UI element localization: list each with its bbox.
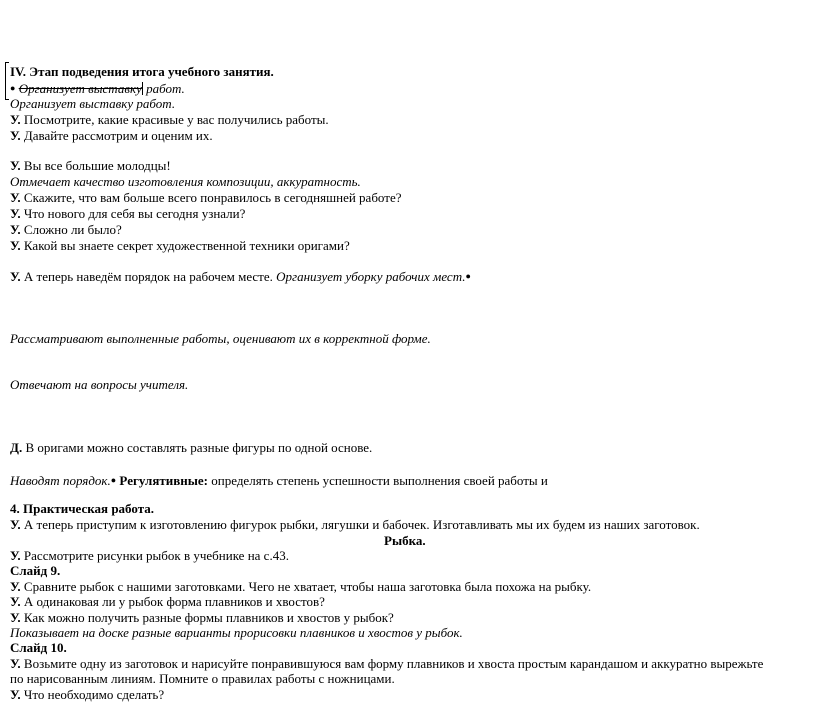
speaker-label: У. bbox=[10, 190, 21, 205]
teacher-line bbox=[10, 268, 471, 285]
speaker-label: У. bbox=[10, 687, 21, 702]
regulative-label: Регулятивные: bbox=[116, 473, 209, 488]
speech-text: Давайте рассмотрим и оценим их. bbox=[20, 128, 213, 143]
selection-bracket bbox=[5, 62, 9, 100]
slide-label: Слайд 9. bbox=[10, 563, 61, 578]
speech-text: Сложно ли было? bbox=[20, 222, 122, 237]
speech-text: А теперь наведём порядок на рабочем месте. bbox=[20, 269, 277, 284]
teacher-line bbox=[10, 190, 401, 206]
teacher-line bbox=[10, 687, 164, 703]
speaker-label: У. bbox=[10, 517, 21, 532]
teacher-line bbox=[10, 579, 591, 595]
speech-text: Посмотрите, какие красивые у вас получились работы. bbox=[20, 112, 329, 127]
action-line: Показывает на доске разные варианты прорисовки плавников и хвостов у рыбок. bbox=[10, 625, 463, 640]
speech-text: Что необходимо сделать? bbox=[20, 687, 165, 702]
struck-line bbox=[10, 80, 185, 97]
teacher-line bbox=[10, 128, 213, 144]
speech-text: Вы все большие молодцы! bbox=[20, 158, 171, 173]
bullet-icon: ● bbox=[465, 271, 471, 281]
speaker-label: У. bbox=[10, 128, 21, 143]
teacher-line bbox=[10, 610, 394, 626]
speech-text: Рассмотрите рисунки рыбок в учебнике на с.43. bbox=[20, 548, 289, 563]
speaker-label: У. bbox=[10, 238, 21, 253]
speech-text: А одинаковая ли у рыбок форма плавников и хвостов? bbox=[20, 594, 325, 609]
speaker-label: У. bbox=[10, 656, 21, 671]
speech-text: Какой вы знаете секрет художественной техники оригами? bbox=[20, 238, 350, 253]
speaker-label: У. bbox=[10, 269, 21, 284]
speaker-label: У. bbox=[10, 158, 21, 173]
speech-text: А теперь приступим к изготовлению фигурок рыбки, лягушки и бабочек. Изготавливать мы их будем из наших заготовок. bbox=[20, 517, 700, 532]
speech-text: Скажите, что вам больше всего понравилось в сегодняшней работе? bbox=[20, 190, 402, 205]
teacher-line bbox=[10, 112, 329, 128]
regulative-text: определять степень успешности выполнения своей работы и bbox=[208, 473, 548, 488]
practice-heading: 4. Практическая работа. bbox=[10, 501, 154, 516]
struck-text-tail: работ. bbox=[142, 81, 185, 96]
speaker-label: Д. bbox=[10, 440, 23, 455]
speech-text: Что нового для себя вы сегодня узнали? bbox=[20, 206, 246, 221]
bullet-icon: ● bbox=[10, 83, 16, 93]
teacher-line bbox=[10, 158, 171, 174]
teacher-line bbox=[10, 656, 763, 672]
struck-text: Организует выставку bbox=[18, 81, 142, 96]
speech-text: В оригами можно составлять разные фигуры по одной основе. bbox=[22, 440, 373, 455]
action-line: Организует выставку работ. bbox=[10, 96, 176, 111]
speaker-label: У. bbox=[10, 206, 21, 221]
student-activity: Отвечают на вопросы учителя. bbox=[10, 377, 189, 392]
speaker-label: У. bbox=[10, 112, 21, 127]
speech-text: Сравните рыбок с нашими заготовками. Чего не хватает, чтобы наша заготовка была похожа на рыбку. bbox=[20, 579, 592, 594]
teacher-line bbox=[10, 548, 289, 564]
speaker-label: У. bbox=[10, 594, 21, 609]
action-text: Организует уборку рабочих мест. bbox=[276, 269, 466, 284]
speaker-label: У. bbox=[10, 548, 21, 563]
slide-label: Слайд 10. bbox=[10, 640, 67, 655]
continuation-line: по нарисованным линиям. Помните о правилах работы с ножницами. bbox=[10, 671, 395, 686]
action-line: Отмечает качество изготовления композиции, аккуратность. bbox=[10, 174, 361, 189]
speech-text: Как можно получить разные формы плавников и хвостов у рыбок? bbox=[20, 610, 394, 625]
teacher-line bbox=[10, 594, 325, 610]
bullet-icon: ● bbox=[110, 475, 117, 485]
speaker-label: У. bbox=[10, 579, 21, 594]
student-line bbox=[10, 440, 372, 456]
teacher-line bbox=[10, 206, 245, 222]
teacher-line bbox=[10, 222, 122, 238]
action-text: Наводят порядок. bbox=[10, 473, 111, 488]
speech-text: Возьмите одну из заготовок и нарисуйте понравившуюся вам форму плавников и хвоста простым карандашом и аккуратно вырежьте bbox=[20, 656, 764, 671]
teacher-line bbox=[10, 517, 700, 533]
speaker-label: У. bbox=[10, 610, 21, 625]
section-heading: IV. Этап подведения итога учебного занятия. bbox=[10, 64, 274, 79]
subheading-fish: Рыбка. bbox=[384, 533, 426, 548]
speaker-label: У. bbox=[10, 222, 21, 237]
teacher-line bbox=[10, 238, 350, 254]
student-activity: Рассматривают выполненные работы, оценивают их в корректной форме. bbox=[10, 331, 431, 346]
regulative-line bbox=[10, 472, 548, 489]
